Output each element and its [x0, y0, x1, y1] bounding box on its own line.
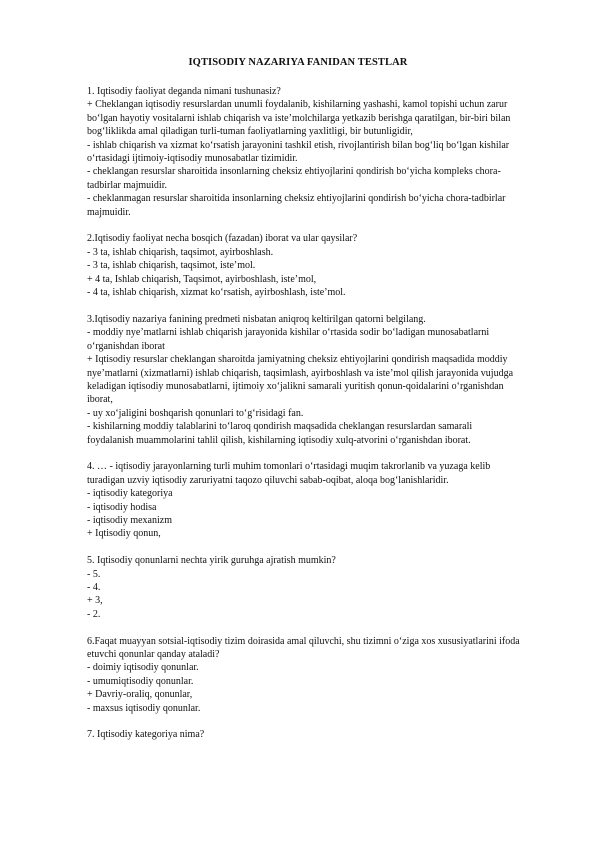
answer-line: - cheklanmagan resurslar sharoitida insonlarning cheksiz ehtiyojlarini qondirish bo‘yicha chora-tadbirlar	[87, 193, 506, 205]
answer-line: + Cheklangan iqtisodiy resurslardan unumli foydalanib, kishilarning yashashi, kamol topishi uchun zarur	[87, 99, 508, 111]
answer-line: - 3 ta, ishlab chiqarish, taqsimot, ayirboshlash.	[87, 246, 274, 258]
answer-line: + Iqtisodiy qonun,	[87, 528, 161, 540]
answer-line: - iqtisodiy mexanizm	[87, 514, 172, 526]
answer-line: foydalanish muammolarini tahlil qilish, kishilarning iqtisodiy xulq-atvorini o‘rganishdan iborat.	[87, 434, 471, 446]
answer-line: - 5.	[87, 568, 101, 580]
answer-line: bog‘liklikda amal qiladigan turli-tuman faoliyatlarning yaxlitligi, bir butunligidir,	[87, 126, 413, 138]
question-text: 3.Iqtisodiy nazariya fanining predmeti nisbatan aniqroq keltirilgan qatorni belgilang.	[87, 313, 426, 325]
question-text: 1. Iqtisodiy faoliyat deganda nimani tushunasiz?	[87, 86, 281, 97]
question-block	[87, 313, 557, 447]
answer-line: + 4 ta, Ishlab chiqarish, Taqsimot, ayirboshlash, iste’mol,	[87, 273, 317, 285]
question-block	[87, 635, 557, 715]
answer-line: bo‘lgan hayotiy vositalarni ishlab chiqarish va iste’molchilarga yetkazib berishga qaratilgan, bir-biri bilan	[87, 112, 511, 124]
question-block	[87, 460, 557, 540]
answer-line: - cheklangan resurslar sharoitida insonlarning cheksiz ehtiyojlarini qondirish bo‘yicha kompleks chora-	[87, 166, 501, 178]
answer-line: - 4.	[87, 581, 101, 593]
answer-line: + Iqtisodiy resurslar cheklangan sharoitda jamiyatning cheksiz ehtiyojlarini qondirish maqsadida moddiy	[87, 354, 508, 366]
answer-line: - 3 ta, ishlab chiqarish, taqsimot, iste’mol.	[87, 260, 256, 272]
answer-line: turadigan uzviy iqtisodiy zaruriyatni taqozo qiluvchi sabab-oqibat, aloqa bog‘lanishlaridir.	[87, 474, 449, 486]
answer-line: etuvchi qonunlar qanday ataladi?	[87, 648, 220, 660]
answer-line: - kishilarning moddiy talablarini to‘laroq qondirish maqsadida cheklangan resurslardan samarali	[87, 421, 473, 433]
question-text: 2.Iqtisodiy faoliyat necha bosqich (fazadan) iborat va ular qaysilar?	[87, 233, 358, 245]
answer-line: nye’matlarni (xizmatlarni) ishlab chiqarish, taqsimlash, ayirboshlash va iste’mol qilish jarayonida vujudga	[87, 367, 514, 379]
question-text: 7. Iqtisodiy kategoriya nima?	[87, 729, 205, 741]
answer-line: majmuidir.	[87, 206, 131, 218]
answer-line: - iqtisodiy kategoriya	[87, 488, 173, 500]
question-text: 6.Faqat muayyan sotsial-iqtisodiy tizim doirasida amal qiluvchi, shu tizimni o‘ziga xos xususiyatlarini ifoda	[87, 635, 520, 647]
answer-line: - 2.	[87, 608, 101, 620]
question-block	[87, 728, 557, 741]
answer-line: + 3,	[87, 595, 103, 607]
answer-line: + Davriy-oraliq, qonunlar,	[87, 689, 193, 701]
answer-line: tadbirlar majmuidir.	[87, 179, 167, 191]
answer-line: - ishlab chiqarish va xizmat ko‘rsatish jarayonini tashkil etish, rivojlantirish bilan bog‘liq bo‘lgan kishilar	[87, 139, 510, 151]
question-block	[87, 232, 557, 299]
answer-line: o‘rganishdan iborat	[87, 340, 165, 352]
answer-line: - umumiqtisodiy qonunlar.	[87, 675, 194, 687]
question-block	[87, 554, 557, 621]
question-text: 5. Iqtisodiy qonunlarni nechta yirik guruhga ajratish mumkin?	[87, 555, 336, 567]
question-text: 4. … - iqtisodiy jarayonlarning turli muhim tomonlari o‘rtasidagi muqim takrorlanib va yuzaga kelib	[87, 461, 491, 473]
answer-line: - uy xo‘jaligini boshqarish qonunlari to‘g‘risidagi fan.	[87, 407, 304, 419]
answer-line: - doimiy iqtisodiy qonunlar.	[87, 662, 199, 674]
answer-line: keladigan iqtisodiy munosabatlarni, ijtimoiy xo‘jalikni samarali yuritish qonun-qoidalarini o‘rganishdan	[87, 380, 504, 392]
document-body	[87, 85, 557, 755]
answer-line: o‘rtasidagi ijtimoiy-iqtisodiy munosabatlar tizimidir.	[87, 153, 298, 165]
answer-line: iborat,	[87, 394, 113, 406]
answer-line: - moddiy nye’matlarni ishlab chiqarish jarayonida kishilar o‘rtasida sodir bo‘ladigan munosabatlarni	[87, 327, 490, 339]
answer-line: - 4 ta, ishlab chiqarish, xizmat ko‘rsatish, ayirboshlash, iste’mol.	[87, 287, 346, 299]
answer-line: - maxsus iqtisodiy qonunlar.	[87, 702, 201, 714]
answer-line: - iqtisodiy hodisa	[87, 501, 157, 513]
question-block	[87, 85, 557, 219]
document-title: IQTISODIY NAZARIYA FANIDAN TESTLAR	[188, 57, 408, 68]
